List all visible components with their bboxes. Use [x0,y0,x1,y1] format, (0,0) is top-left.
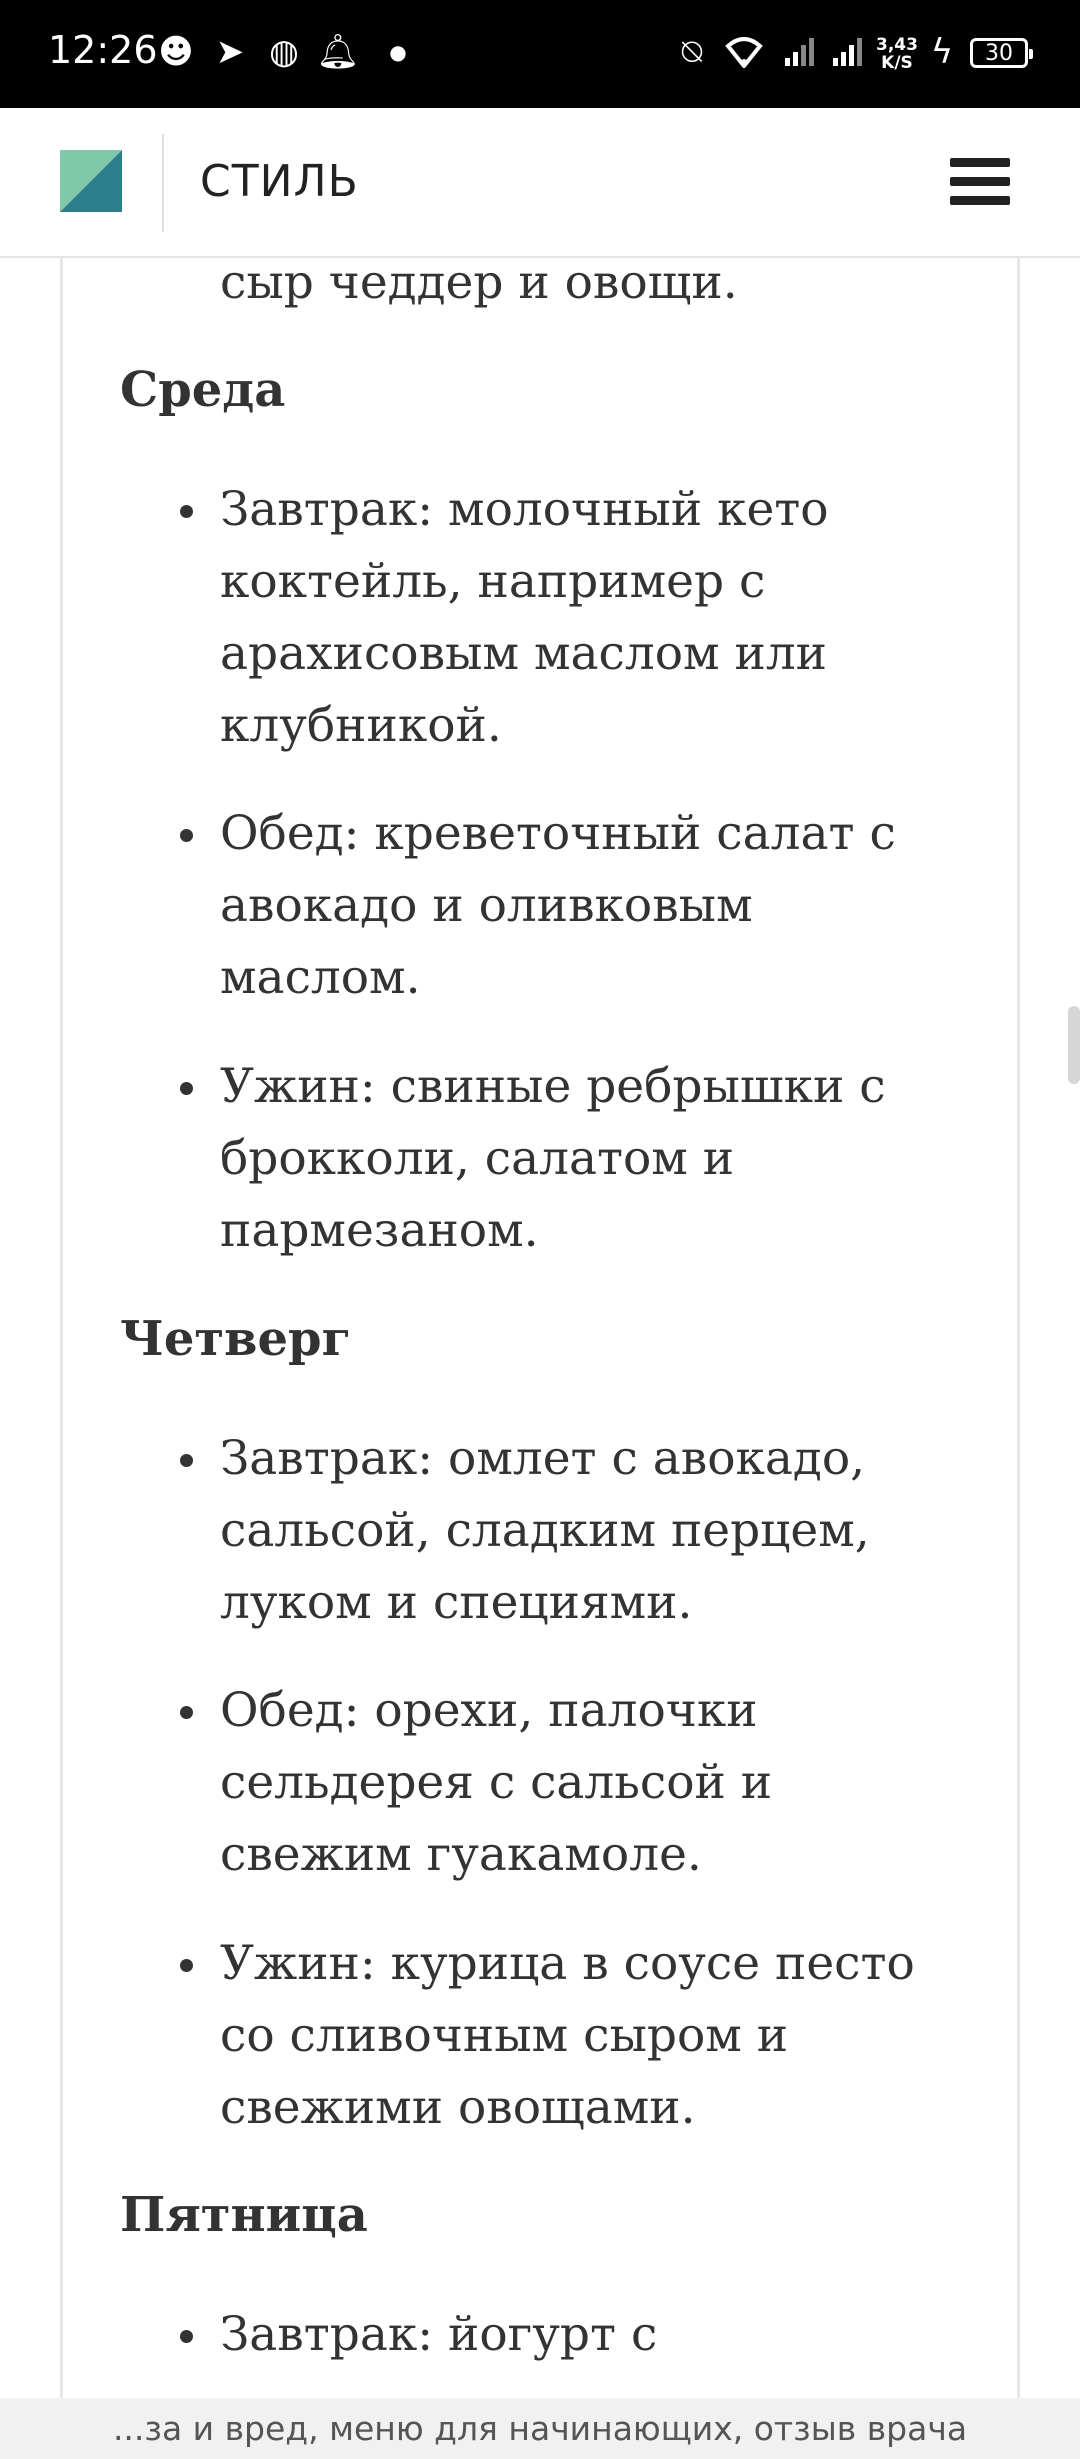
header-divider [162,134,164,232]
bullet [180,2330,193,2343]
text-line: клубникой. [220,698,502,753]
text-line: брокколи, салатом и [220,1131,735,1186]
hamburger-line [950,177,1010,186]
text-line: Обед: креветочный салат с [220,806,896,861]
charging-icon: ϟ [930,32,954,72]
mute-bell-icon: ⍉ [681,32,703,72]
text-line: Завтрак: йогурт с [220,2307,658,2362]
scrollbar-thumb[interactable] [1068,1006,1080,1084]
bullet [180,1454,193,1467]
text-line: со сливочным сыром и [220,2008,789,2063]
signal-icon [826,30,870,74]
bullet [180,1706,193,1719]
status-bar [0,0,1080,108]
text-line: Завтрак: омлет с авокадо, [220,1431,866,1486]
clock: 12:26 [48,28,158,72]
wifi-icon [722,30,766,74]
day-heading: Среда [120,362,286,418]
text-line: пармезаном. [220,1203,539,1258]
signal-icon [778,30,822,74]
text-line: Завтрак: молочный кето [220,482,829,537]
bullet [180,1082,193,1095]
battery-indicator [970,38,1028,68]
face-icon: ☻ [158,32,194,72]
text-line: луком и специями. [220,1575,693,1630]
bullet [180,505,193,518]
pan-icon: ◍ [269,32,299,72]
bell-icon: 🔔︎ [316,32,360,72]
text-line: маслом. [220,950,421,1005]
text-line: сальсой, сладким перцем, [220,1503,870,1558]
menu-button[interactable] [950,158,1010,206]
telegram-icon: ➤ [215,32,245,72]
text-line: свежими овощами. [220,2080,696,2135]
text-line: сельдерея с сальсой и [220,1755,773,1810]
speed-value: 3,43 [876,35,918,55]
day-heading: Четверг [120,1311,351,1367]
text-line: авокадо и оливковым [220,878,753,933]
text-line: Ужин: курица в соусе песто [220,1936,915,1991]
bullet [180,829,193,842]
text-line: сыр чеддер и овощи. [220,255,738,310]
text-line: свежим гуакамоле. [220,1827,702,1882]
text-line: арахисовым маслом или [220,626,828,681]
network-speed [876,36,918,72]
page-title-strip: ...за и вред, меню для начинающих, отзыв врача [0,2398,1080,2459]
battery-level: 30 [985,40,1013,66]
text-line: коктейль, например с [220,554,766,609]
site-title[interactable]: СТИЛЬ [200,156,359,207]
speed-unit: K/S [881,53,913,73]
dot-icon: ● [389,40,407,64]
text-line: Ужин: свиные ребрышки с [220,1059,886,1114]
hamburger-icon [950,158,1010,167]
bullet [180,1959,193,1972]
text-line: Обед: орехи, палочки [220,1683,758,1738]
site-header [0,108,1080,258]
site-logo[interactable] [60,150,122,212]
day-heading: Пятница [120,2187,368,2243]
hamburger-line [950,196,1010,205]
